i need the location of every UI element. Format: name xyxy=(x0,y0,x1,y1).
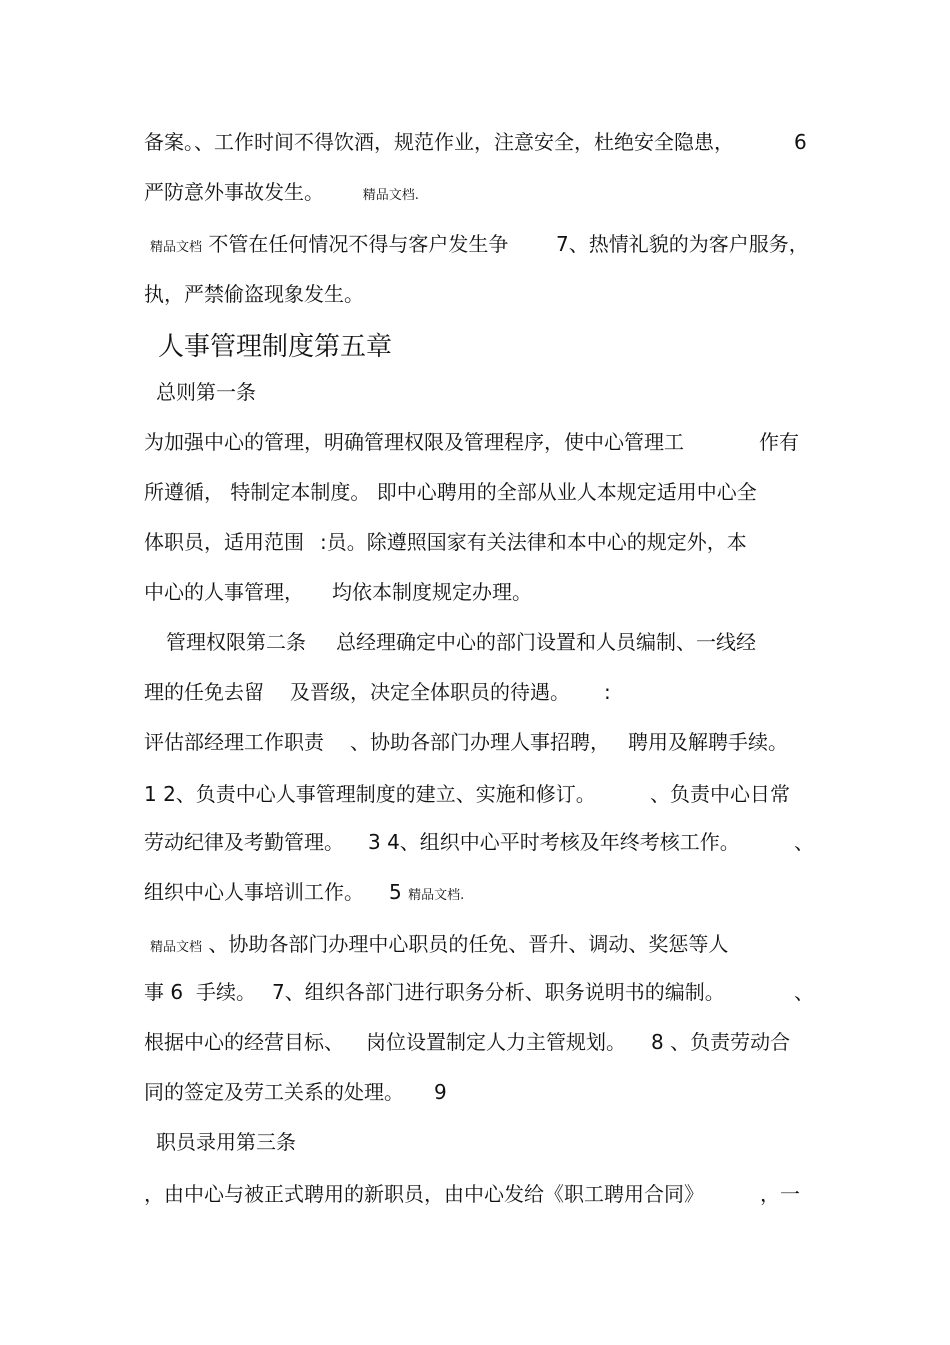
watermark-text: 精品文档. xyxy=(408,888,465,903)
text-segment: :员。除遵照国家有关法律和本中心的规定外，本 xyxy=(320,530,747,554)
text-line xyxy=(759,430,799,454)
text-segment: 所遵循， 特制定本制度。 即中心聘用的全部从业人本规定适用中心全 xyxy=(144,480,757,504)
text-line xyxy=(144,530,304,554)
text-line xyxy=(144,782,596,806)
text-segment: ，由中心与被正式聘用的新职员，由中心发给《职工聘用合同》 xyxy=(144,1182,704,1206)
chapter-heading xyxy=(158,332,392,362)
text-segment: 严防意外事故发生。 xyxy=(144,180,324,204)
text-line xyxy=(320,530,747,554)
text-segment: 、负责中心日常 xyxy=(650,782,790,806)
text-segment: 组织中心人事培训工作。 xyxy=(144,880,364,904)
text-segment: 7、热情礼貌的为客户服务， xyxy=(556,232,809,256)
text-line xyxy=(368,830,740,854)
text-line xyxy=(760,1182,800,1206)
text-segment: 手续。 xyxy=(196,980,256,1004)
text-line xyxy=(144,1182,704,1206)
watermark-text: 精品文档 xyxy=(150,240,203,255)
section-text: 总则第一条 xyxy=(156,380,256,404)
text-segment: 均依本制度规定办理。 xyxy=(332,580,532,604)
text-line xyxy=(144,580,304,604)
text-line xyxy=(556,232,809,256)
text-line xyxy=(144,1030,344,1054)
text-line xyxy=(144,430,684,454)
text-segment: 3 4、组织中心平时考核及年终考核工作。 xyxy=(368,830,740,854)
text-line xyxy=(794,830,814,854)
text-line xyxy=(150,232,508,260)
section-text: 职员录用第三条 xyxy=(156,1130,296,1154)
text-line xyxy=(434,1080,447,1104)
text-line xyxy=(144,1080,404,1104)
text-segment: 、 xyxy=(794,980,814,1004)
text-line xyxy=(144,680,264,704)
heading-text: 人事管理制度第五章 xyxy=(158,332,393,362)
text-segment: 聘用及解聘手续。 xyxy=(628,730,788,754)
text-segment: 管理权限第二条 xyxy=(166,630,306,654)
text-segment: 、协助各部门办理中心职员的任免、晋升、调动、奖惩等人 xyxy=(208,932,729,956)
text-line xyxy=(196,980,256,1004)
text-segment: 同的签定及劳工关系的处理。 xyxy=(144,1080,404,1104)
text-segment: 总经理确定中心的部门设置和人员编制、一线经 xyxy=(336,630,756,654)
text-line xyxy=(350,730,610,754)
text-segment: 为加强中心的管理，明确管理权限及管理程序，使中心管理工 xyxy=(144,430,684,454)
text-line xyxy=(150,932,728,960)
text-line xyxy=(604,680,611,704)
text-line xyxy=(290,680,570,704)
text-segment: : xyxy=(604,680,611,704)
text-line xyxy=(166,630,306,654)
text-segment: ，一 xyxy=(760,1182,800,1206)
text-segment: 备案。、工作时间不得饮酒，规范作业，注意安全，杜绝安全隐患， xyxy=(144,130,734,154)
text-line xyxy=(144,880,364,904)
text-line xyxy=(144,130,734,154)
text-line xyxy=(144,180,419,208)
text-line xyxy=(628,730,788,754)
text-line xyxy=(144,730,324,754)
text-segment: 8 、负责劳动合 xyxy=(651,1030,791,1054)
text-line xyxy=(144,830,344,854)
watermark-text: 精品文档. xyxy=(362,188,419,203)
text-segment: 岗位设置制定人力主管规划。 xyxy=(366,1030,626,1054)
text-line xyxy=(366,1030,626,1054)
text-line xyxy=(794,130,807,154)
text-segment: 1 2、负责中心人事管理制度的建立、实施和修订。 xyxy=(144,782,596,806)
text-segment: 6 xyxy=(794,130,807,154)
text-segment: 中心的人事管理， xyxy=(144,580,304,604)
text-segment: 评估部经理工作职责 xyxy=(144,730,324,754)
text-segment: 不管在任何情况不得与客户发生争 xyxy=(208,232,509,256)
text-line xyxy=(144,480,757,504)
text-segment: 及晋级，决定全体职员的待遇。 xyxy=(290,680,570,704)
text-line xyxy=(272,980,725,1004)
text-line xyxy=(651,1030,790,1054)
text-segment: 5 xyxy=(389,880,402,904)
text-segment: 事 6 xyxy=(144,980,184,1004)
watermark-text: 精品文档 xyxy=(150,940,203,955)
text-segment: 作有 xyxy=(759,430,799,454)
text-segment: 、协助各部门办理人事招聘， xyxy=(350,730,610,754)
text-line xyxy=(389,880,464,908)
text-segment: 9 xyxy=(434,1080,447,1104)
text-line xyxy=(144,282,364,306)
text-segment: 理的任免去留 xyxy=(144,680,264,704)
text-segment: 劳动纪律及考勤管理。 xyxy=(144,830,344,854)
text-line xyxy=(144,980,183,1004)
section-title xyxy=(156,380,256,404)
text-line xyxy=(650,782,790,806)
section-title xyxy=(156,1130,296,1154)
text-segment: 、 xyxy=(794,830,814,854)
text-segment: 体职员，适用范围 xyxy=(144,530,304,554)
text-line xyxy=(332,580,532,604)
text-segment: 7、组织各部门进行职务分析、职务说明书的编制。 xyxy=(272,980,725,1004)
text-line xyxy=(794,980,814,1004)
text-line xyxy=(336,630,756,654)
text-segment: 根据中心的经营目标、 xyxy=(144,1030,344,1054)
text-segment: 执，严禁偷盗现象发生。 xyxy=(144,282,364,306)
